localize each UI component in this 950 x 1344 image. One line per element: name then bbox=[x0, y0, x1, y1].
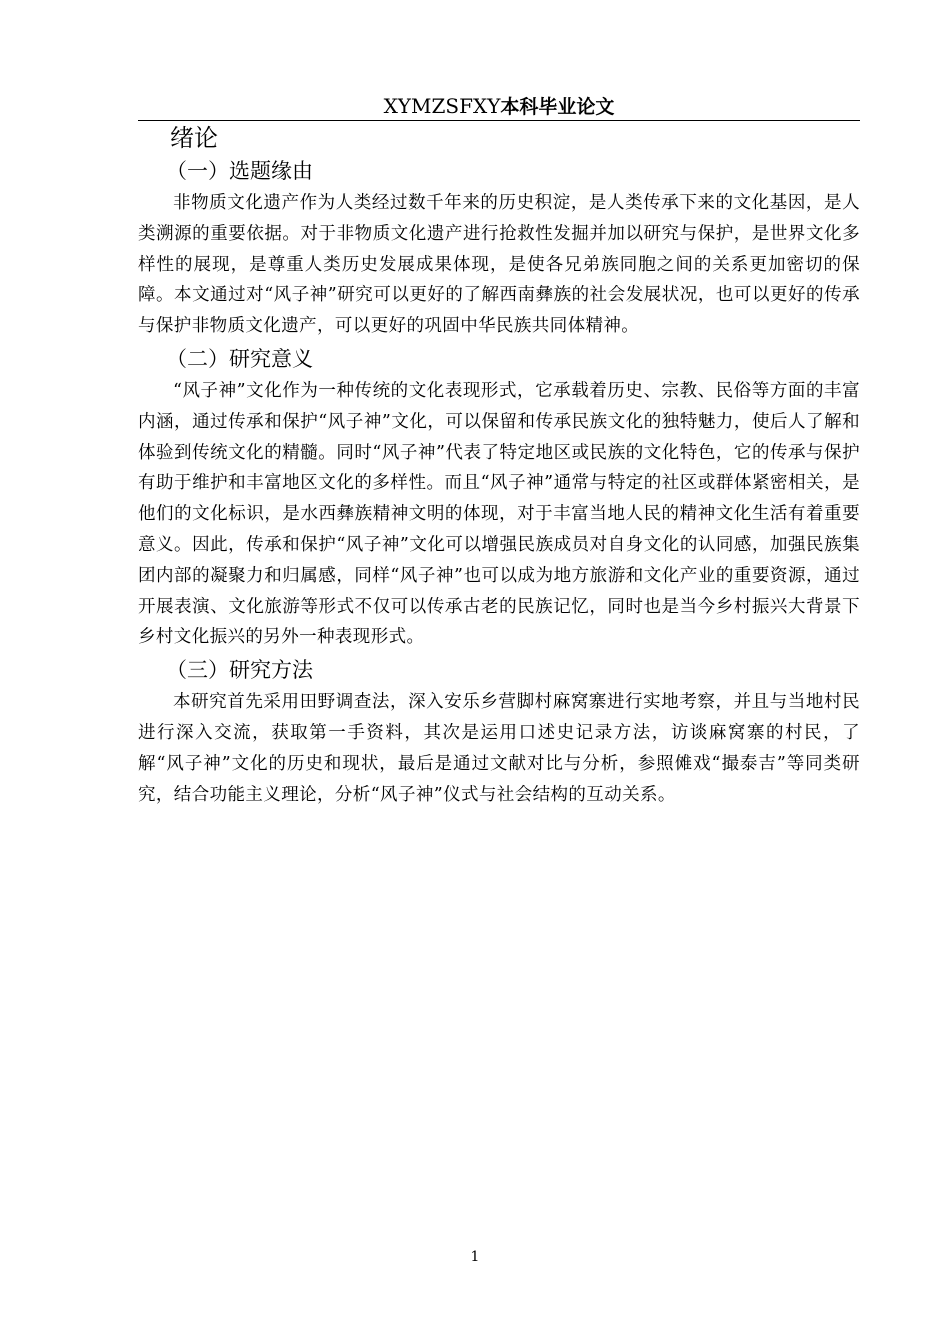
section-2-paragraph: “风子神”文化作为一种传统的文化表现形式，它承载着历史、宗教、民俗等方面的丰富内涵，通过传承和保护“风子神”文化，可以保留和传承民族文化的独特魅力，使后人了解和体验到传统文化的精髓。同时“风子神”代表了特定地区或民族的文化特色，它的传承与保护有助于维护和丰富地区文化的多样性。而且“风子神”通常与特定的社区或群体紧密相关，是他们的文化标识，是水西彝族精神文明的体现，对于丰富当地人民的精神文化生活有着重要意义。因此，传承和保护“风子神”文化可以增强民族成员对自身文化的认同感，加强民族集团内部的凝聚力和归属感，同样“风子神”也可以成为地方旅游和文化产业的重要资源，通过开展表演、文化旅游等形式不仅可以传承古老的民族记忆，同时也是当今乡村振兴大背景下乡村文化振兴的另外一种表现形式。 bbox=[138, 380, 860, 648]
section-1-paragraph: 非物质文化遗产作为人类经过数千年来的历史积淀，是人类传承下来的文化基因，是人类溯源的重要依据。对于非物质文化遗产进行抢救性发掘并加以研究与保护，是世界文化多样性的展现，是尊重人类历史发展成果体现，是使各兄弟族同胞之间的关系更加密切的保障。本文通过对“风子神”研究可以更好的了解西南彝族的社会发展状况，也可以更好的传承与保护非物质文化遗产，可以更好的巩固中华民族共同体精神。 bbox=[138, 193, 860, 337]
page-header bbox=[138, 92, 860, 121]
section-title-1: （一）选题缘由 bbox=[166, 159, 313, 183]
document-body bbox=[138, 122, 860, 810]
section-title-2: （二）研究意义 bbox=[166, 346, 313, 371]
header-code: XYMZSFXY bbox=[383, 94, 501, 118]
section-title-3: （三）研究方法 bbox=[166, 658, 313, 683]
chapter-title: 绪论 bbox=[170, 124, 218, 152]
page-number: 1 bbox=[470, 1249, 480, 1265]
section-3-paragraph: 本研究首先采用田野调查法，深入安乐乡营脚村麻窝寨进行实地考察，并且与当地村民进行深入交流，获取第一手资料，其次是运用口述史记录方法，访谈麻窝寨的村民，了解“风子神”文化的历史和现状，最后是通过文献对比与分析，参照傩戏“撮泰吉”等同类研究，结合功能主义理论，分析“风子神”仪式与社会结构的互动关系。 bbox=[138, 692, 860, 805]
header-title: 本科毕业论文 bbox=[500, 96, 615, 118]
